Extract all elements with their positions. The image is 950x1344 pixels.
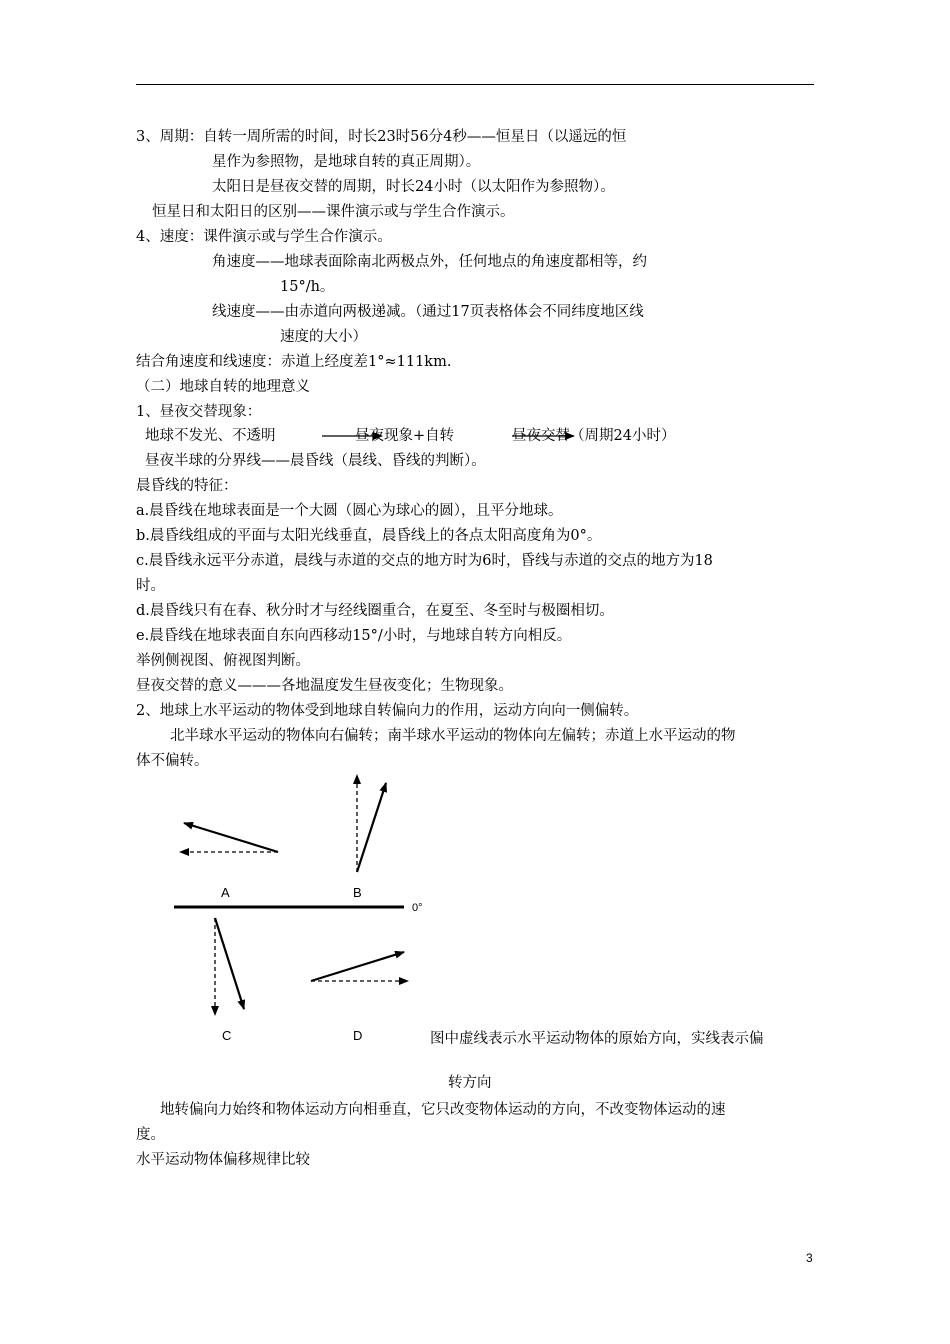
- flow-part-2: 昼夜现象+自转: [355, 428, 455, 444]
- label-c: C: [222, 1028, 232, 1043]
- text-line: 3、周期：自转一周所需的时间，时长23时56分4秒——恒星日（以遥远的恒: [136, 129, 627, 145]
- label-a: A: [221, 885, 230, 900]
- text-line: 结合角速度和线速度：赤道上经度差1°≈111km.: [136, 354, 452, 370]
- text-line: 举例侧视图、俯视图判断。: [136, 653, 310, 669]
- arrow-d-deflected: [311, 952, 404, 981]
- text-line: 线速度——由赤道向两极递减。（通过17页表格体会不同纬度地区线: [212, 304, 644, 320]
- text-line: 昼夜交替的意义———各地温度发生昼夜变化；生物现象。: [136, 678, 513, 694]
- text-line: 恒星日和太阳日的区别——课件演示或与学生合作演示。: [152, 204, 515, 220]
- text-line: b.晨昏线组成的平面与太阳光线垂直，晨昏线上的各点太阳高度角为0°。: [136, 528, 602, 544]
- text-line: 晨昏线的特征：: [136, 478, 238, 494]
- text-line: 15°/h。: [280, 279, 335, 295]
- text-line: 4、速度：课件演示或与学生合作演示。: [136, 229, 392, 245]
- text-line: 度。: [136, 1127, 165, 1143]
- equator-label: 0°: [412, 902, 423, 914]
- text-line: 2、地球上水平运动的物体受到地球自转偏向力的作用，运动方向向一侧偏转。: [136, 703, 639, 719]
- text-line: d.晨昏线只有在春、秋分时才与经线圈重合，在夏至、冬至时与极圈相切。: [136, 603, 614, 619]
- flow-part-1: 地球不发光、不透明: [145, 428, 276, 444]
- page-number: 3: [806, 1251, 813, 1265]
- text-line: 体不偏转。: [136, 753, 209, 769]
- arrow-b-deflected: [357, 783, 386, 872]
- section-heading: （二）地球自转的地理意义: [136, 379, 310, 395]
- text-line: e.晨昏线在地球表面自东向西移动15°/小时，与地球自转方向相反。: [136, 628, 572, 644]
- text-line: 时。: [136, 578, 165, 594]
- label-b: B: [353, 885, 362, 900]
- text-line: 速度的大小）: [280, 329, 367, 345]
- text-line: 1、昼夜交替现象：: [136, 404, 262, 420]
- text-line: 昼夜半球的分界线——晨昏线（晨线、昏线的判断）。: [145, 453, 486, 469]
- text-line: 北半球水平运动的物体向右偏转；南半球水平运动的物体向左偏转；赤道上水平运动的物: [170, 728, 736, 744]
- text-line: 星作为参照物，是地球自转的真正周期）。: [212, 154, 481, 170]
- flow-part-3: 昼夜交替（周期24小时）: [512, 428, 676, 444]
- text-line: 太阳日是昼夜交替的周期，时长24小时（以太阳作为参照物）。: [212, 179, 615, 195]
- text-line: a.晨昏线在地球表面是一个大圆（圆心为球心的圆），且平分地球。: [136, 503, 563, 519]
- text-line: 角速度——地球表面除南北两极点外，任何地点的角速度都相等，约: [212, 254, 647, 270]
- arrow-c-deflected: [215, 918, 244, 1009]
- figure-caption-continued: 转方向: [448, 1075, 492, 1091]
- text-line: 地转偏向力始终和物体运动方向相垂直，它只改变物体运动的方向，不改变物体运动的速: [160, 1102, 726, 1118]
- figure-caption: 图中虚线表示水平运动物体的原始方向，实线表示偏: [430, 1031, 764, 1047]
- text-line: 水平运动物体偏移规律比较: [136, 1152, 310, 1168]
- arrow-a-deflected: [184, 823, 278, 852]
- label-d: D: [353, 1028, 363, 1043]
- text-line: c.晨昏线永远平分赤道，晨线与赤道的交点的地方时为6时，昏线与赤道的交点的地方为18: [136, 553, 713, 569]
